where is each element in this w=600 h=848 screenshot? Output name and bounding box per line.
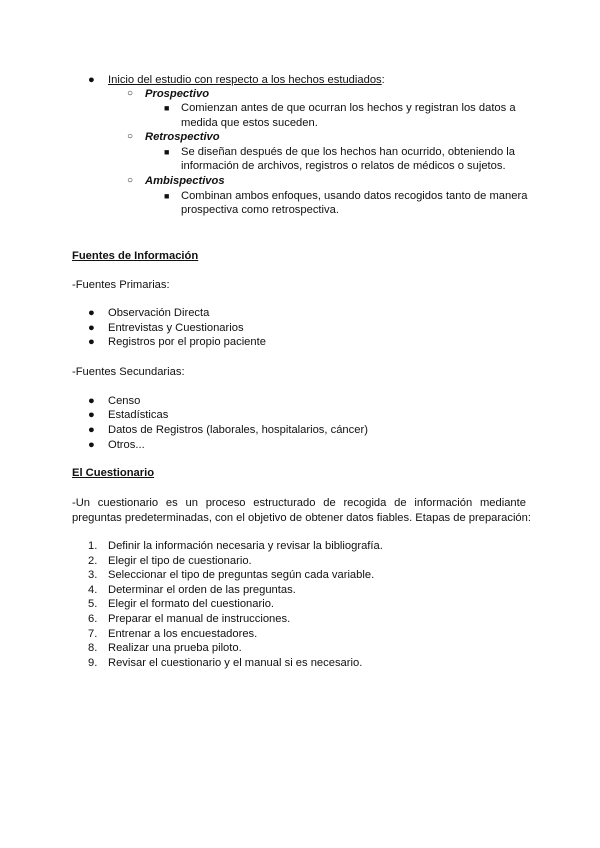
primary-label: -Fuentes Primarias: [72, 279, 170, 291]
secondary-label: -Fuentes Secundarias: [72, 366, 185, 378]
questionnaire-paragraph-line1: -Un cuestionario es un proceso estructurado de recogida de información mediante [72, 497, 526, 509]
ambispectivos-desc-2: prospectiva como retrospectiva. [181, 204, 339, 216]
secondary-item: Datos de Registros (laborales, hospitalarios, cáncer) [108, 424, 368, 436]
bullet-disc: ● [88, 307, 95, 319]
bullet-disc: ● [88, 322, 95, 334]
step-item: Preparar el manual de instrucciones. [108, 613, 291, 625]
retrospectivo-desc-2: información de archivos, registros o relatos de médicos o sujetos. [181, 160, 506, 172]
study-intro [108, 73, 385, 87]
questionnaire-heading: El Cuestionario [72, 467, 155, 479]
step-item: Elegir el tipo de cuestionario. [108, 555, 252, 567]
prospectivo-desc-1: Comienzan antes de que ocurran los hechos y registran los datos a [181, 102, 516, 114]
primary-item: Observación Directa [108, 307, 210, 319]
bullet-square: ■ [164, 103, 170, 113]
type-prospectivo: Prospectivo [145, 88, 210, 100]
type-ambispectivos: Ambispectivos [145, 175, 225, 187]
step-number: 8. [88, 642, 98, 654]
bullet-circle: ○ [127, 88, 134, 99]
step-item: Definir la información necesaria y revisar la bibliografía. [108, 540, 383, 552]
secondary-item: Censo [108, 395, 141, 407]
primary-item: Entrevistas y Cuestionarios [108, 322, 244, 334]
prospectivo-desc-2: medida que estos suceden. [181, 117, 318, 129]
primary-item: Registros por el propio paciente [108, 336, 266, 348]
sources-heading: Fuentes de Información [72, 250, 199, 262]
bullet-circle: ○ [127, 131, 134, 142]
bullet-disc: ● [88, 424, 95, 436]
step-number: 2. [88, 555, 98, 567]
bullet-disc: ● [88, 74, 95, 86]
secondary-item: Otros... [108, 439, 145, 451]
step-item: Revisar el cuestionario y el manual si es necesario. [108, 657, 363, 669]
step-number: 9. [88, 657, 98, 669]
step-item: Elegir el formato del cuestionario. [108, 598, 275, 610]
ambispectivos-desc-1: Combinan ambos enfoques, usando datos recogidos tanto de manera [181, 190, 528, 202]
bullet-circle: ○ [127, 175, 134, 186]
step-item: Realizar una prueba piloto. [108, 642, 242, 654]
study-intro-text: Inicio del estudio con respecto a los hechos estudiados [108, 74, 382, 86]
study-intro-colon: : [381, 74, 385, 86]
step-number: 5. [88, 598, 98, 610]
step-number: 6. [88, 613, 98, 625]
questionnaire-paragraph-line2: preguntas predeterminadas, con el objetivo de obtener datos fiables. Etapas de preparación: [72, 512, 531, 524]
bullet-disc: ● [88, 336, 95, 348]
step-number: 4. [88, 584, 98, 596]
bullet-disc: ● [88, 439, 95, 451]
step-item: Entrenar a los encuestadores. [108, 628, 258, 640]
bullet-square: ■ [164, 191, 170, 201]
step-number: 1. [88, 540, 98, 552]
bullet-disc: ● [88, 395, 95, 407]
secondary-item: Estadísticas [108, 409, 169, 421]
retrospectivo-desc-1: Se diseñan después de que los hechos han ocurrido, obteniendo la [181, 146, 516, 158]
step-item: Seleccionar el tipo de preguntas según cada variable. [108, 569, 375, 581]
step-number: 7. [88, 628, 98, 640]
bullet-square: ■ [164, 147, 170, 157]
type-retrospectivo: Retrospectivo [145, 131, 220, 143]
bullet-disc: ● [88, 409, 95, 421]
step-item: Determinar el orden de las preguntas. [108, 584, 296, 596]
step-number: 3. [88, 569, 98, 581]
